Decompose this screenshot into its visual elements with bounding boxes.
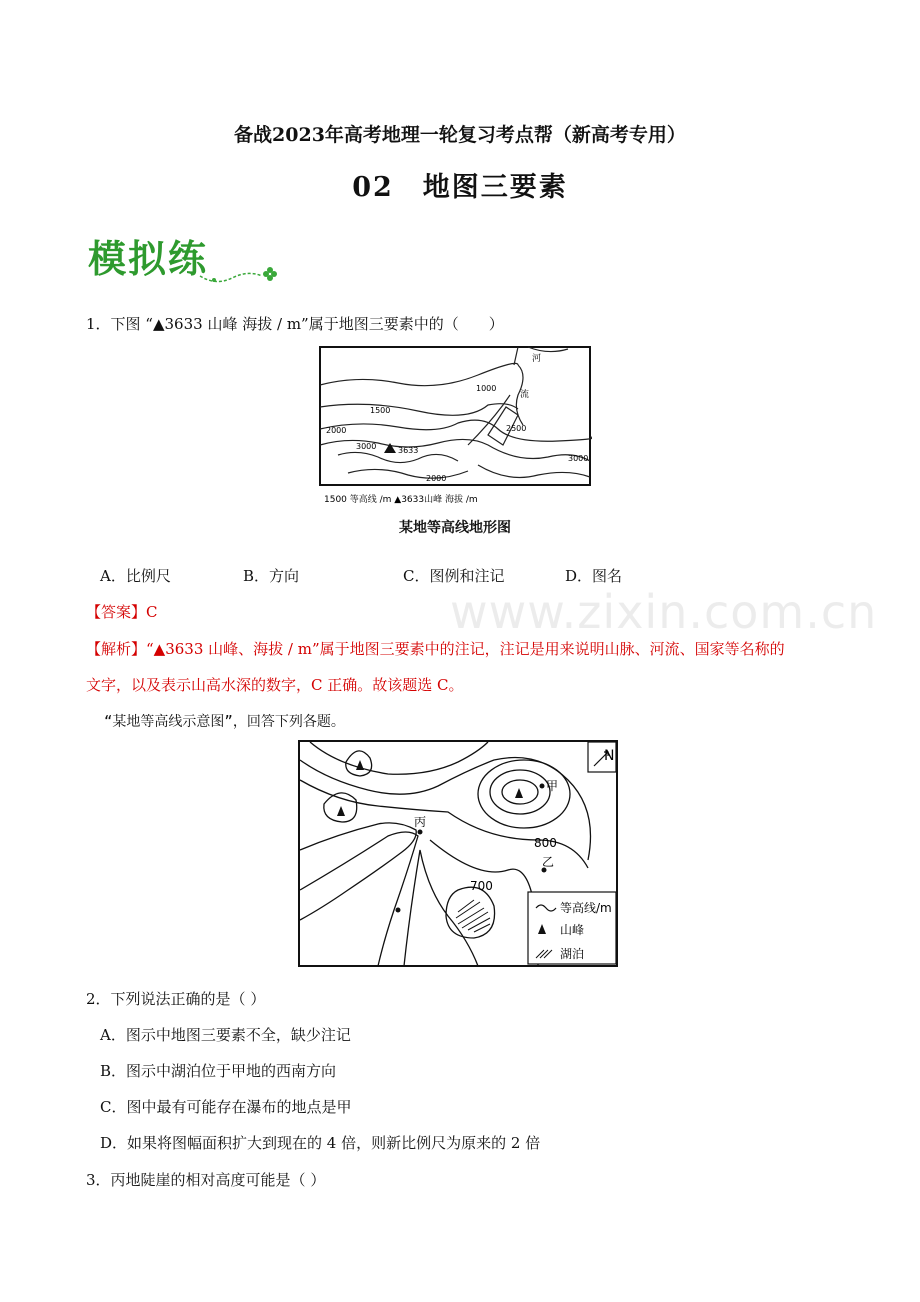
q2-option-b[interactable]: B．图示中湖泊位于甲地的西南方向 bbox=[100, 1062, 337, 1080]
group-intro: “某地等高线示意图”，回答下列各题。 bbox=[104, 714, 345, 730]
q1-option-b[interactable]: B．方向 bbox=[243, 567, 300, 585]
document-title: 备战2023年高考地理一轮复习考点帮（新高考专用） bbox=[234, 124, 686, 146]
practice-banner bbox=[88, 228, 278, 288]
peak-elevation-label: 3633 bbox=[398, 446, 419, 455]
legend-peak: 山峰 bbox=[560, 923, 585, 937]
question-3-stem: 3．丙地陡崖的相对高度可能是（ ） bbox=[86, 1171, 326, 1189]
contour-label-2000a: 2000 bbox=[326, 426, 347, 435]
legend-lake: 湖泊 bbox=[560, 947, 585, 961]
contour-label-1500: 1500 bbox=[370, 406, 391, 415]
topographic-figure bbox=[318, 345, 592, 540]
river-label-1: 河 bbox=[532, 354, 542, 364]
contour-label-700: 700 bbox=[470, 879, 493, 893]
contour-sketch-map bbox=[298, 740, 620, 970]
q1-analysis-line1: 【解析】“▲3633 山峰、海拔 / m”属于地图三要素中的注记，注记是用来说明山脉、河流、国家等名称的 bbox=[86, 640, 785, 658]
figure-1-legend: 1500 等高线 /m ▲3633山峰 海拔 /m bbox=[324, 495, 478, 505]
label-yi: 乙 bbox=[542, 855, 555, 869]
chapter-title: 02 地图三要素 bbox=[352, 172, 568, 203]
contour-map-image bbox=[318, 345, 592, 505]
question-2-stem: 2．下列说法正确的是（ ） bbox=[86, 990, 266, 1008]
legend-contour: 等高线/m bbox=[560, 901, 612, 915]
q2-option-c[interactable]: C．图中最有可能存在瀑布的地点是甲 bbox=[100, 1098, 352, 1116]
q1-option-c[interactable]: C．图例和注记 bbox=[403, 567, 505, 585]
contour-label-3000b: 3000 bbox=[568, 454, 589, 463]
q2-option-a[interactable]: A．图示中地图三要素不全，缺少注记 bbox=[100, 1026, 351, 1044]
q1-analysis-line2: 文字，以及表示山高水深的数字，C 正确。故该题选 C。 bbox=[86, 676, 464, 694]
watermark: www.zixin.com.cn bbox=[450, 585, 878, 639]
practice-banner-label: 模拟练 bbox=[88, 237, 209, 281]
q1-answer: 【答案】C bbox=[86, 603, 158, 621]
label-bing: 丙 bbox=[414, 815, 427, 829]
label-jia: 甲 bbox=[546, 779, 559, 793]
contour-label-3000a: 3000 bbox=[356, 442, 377, 451]
q2-option-d[interactable]: D．如果将图幅面积扩大到现在的 4 倍，则新比例尺为原来的 2 倍 bbox=[100, 1134, 541, 1152]
figure-1-caption: 某地等高线地形图 bbox=[399, 520, 511, 536]
question-1-stem: 1．下图 “▲3633 山峰 海拔 / m”属于地图三要素中的（ ） bbox=[86, 315, 504, 333]
contour-label-800: 800 bbox=[534, 836, 557, 850]
contour-label-1000: 1000 bbox=[476, 384, 497, 393]
contour-label-2000b: 2000 bbox=[426, 474, 447, 483]
q1-option-d[interactable]: D．图名 bbox=[565, 567, 623, 585]
clover-decoration-icon bbox=[196, 262, 281, 286]
q1-option-a[interactable]: A．比例尺 bbox=[100, 567, 171, 585]
north-label: N bbox=[604, 748, 615, 764]
river-label-2: 流 bbox=[520, 390, 530, 400]
contour-label-2500: 2500 bbox=[506, 424, 527, 433]
